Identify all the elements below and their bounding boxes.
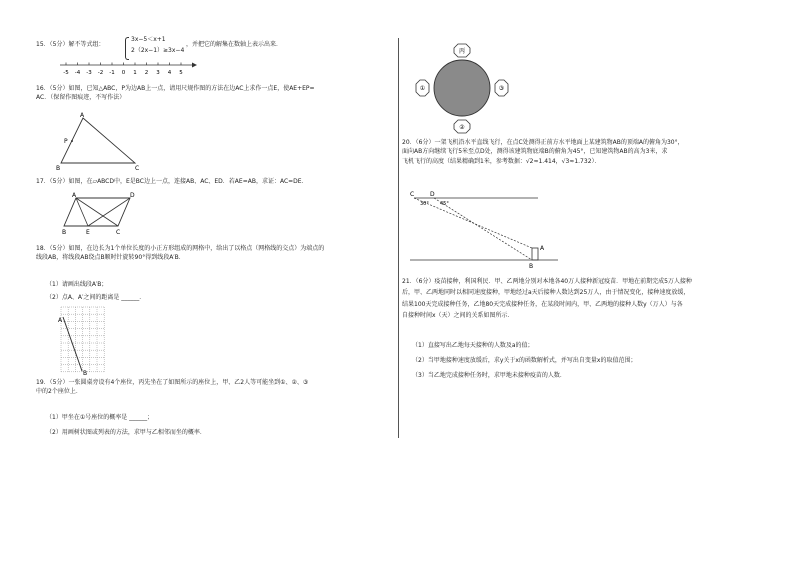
q19-line2: 中的2个座位上． — [36, 388, 82, 396]
label-c: C — [135, 165, 140, 172]
triangle-abc-figure — [55, 110, 150, 172]
number-line-ticks — [63, 63, 183, 77]
label-d: D — [430, 191, 435, 198]
point-p — [71, 140, 73, 142]
q17-line1: 17．（5分）如图，在▱ABCD中，E是BC边上一点，连接AB、AC、ED．若AE=AB，求证：AC=DE． — [36, 178, 308, 185]
label-b: B — [83, 370, 88, 376]
label-e: E — [86, 229, 90, 236]
seat-left — [416, 80, 429, 96]
number-line-tick-label: 4 — [167, 70, 172, 76]
airplane-figure — [408, 188, 568, 270]
number-line-tick-label: -5 — [63, 70, 69, 76]
seat-left-label: ① — [419, 85, 426, 92]
label-d: D — [130, 192, 135, 199]
building-ab — [532, 248, 538, 260]
q19-line1: 19．（5分）一张圆桌旁设有4个座位，丙先坐在了如图所示的座位上，甲、乙2人等可能坐到①、②、③ — [36, 379, 309, 386]
q21-line1: 21．（6分）疫苗接种，利国利民．甲、乙两地分别对本地各40万人接种新冠疫苗．甲地在前期完成5万人接种 — [402, 278, 692, 285]
seat-top — [454, 44, 470, 57]
segment-ab — [63, 317, 82, 371]
label-a: A — [72, 192, 77, 199]
q21-sub1: （1）直接写出乙地每天接种的人数及a的值； — [412, 342, 534, 349]
number-line-tick-label: -1 — [109, 70, 115, 76]
number-line-tick-label: 1 — [133, 70, 137, 76]
q21-line3: 结果100天完成接种任务，乙地80天完成接种任务，在某段时间内，甲、乙两地的接种人数y（万人）与各 — [402, 300, 683, 308]
number-line-tick-label: 0 — [121, 70, 126, 76]
number-line-tick-label: 5 — [179, 70, 183, 76]
number-line-tick-label: -3 — [86, 70, 92, 76]
q18-line2: 线段AB，将线段AB绕点B顺时针旋转90°得到线段A′B． — [36, 254, 185, 262]
q21-line2: 后，甲、乙两地同时以相同速度接种，甲地经过a天后接种人数达到25万人，由于情况变化，接种速度放缓， — [402, 289, 690, 297]
q19-sub2: （2）用画树状图或列表的方法，求甲与乙相邻而坐的概率． — [46, 429, 206, 436]
q16-line2: AC．（保留作图痕迹，不写作法） — [36, 94, 126, 102]
grid-lines — [61, 307, 104, 372]
q21-sub3: （3）当乙地完成接种任务时，求甲地未接种疫苗的人数． — [412, 372, 566, 379]
question-15 — [36, 40, 104, 49]
q20-line3: 飞机飞行的高度（结果精确到1米，参考数据：√2≈1.414，√3≈1.732）． — [402, 157, 601, 165]
q20-line1: 20．（6分）一架飞机沿水平直线飞行，在点C处测得正前方水平地面上某建筑物AB的顶端A的俯角为30°， — [402, 139, 684, 146]
label-a: A — [80, 112, 85, 119]
q15-tail: ，并把它的解集在数轴上表示出来． — [186, 41, 283, 48]
label-a: A — [540, 245, 545, 252]
question-18 — [36, 244, 324, 263]
grid-figure — [55, 304, 107, 376]
label-30: 30° — [420, 201, 429, 207]
seat-bottom-label: ② — [459, 124, 465, 131]
q18-sub2: （2）点A、A′之间的距离是 ______． — [46, 294, 146, 301]
arrow-right-icon — [192, 63, 197, 68]
number-line-tick-label: 3 — [156, 70, 160, 76]
seat-right — [495, 80, 508, 96]
q15-ineq1: 3x−5＜x+1 — [131, 36, 166, 43]
label-b: B — [529, 263, 534, 270]
q15-stem: 15．（5分）解不等式组： — [36, 41, 105, 48]
q21-sub2: （2）当甲地接种速度放缓后，求y关于x的函数解析式，并写出自变量x的取值范围； — [412, 357, 637, 364]
number-line-tick-label: -4 — [74, 70, 81, 76]
seat-right-label: ③ — [498, 85, 505, 92]
q16-line1: 16．（5分）如图，已知△ABC，P为边AB上一点，请用尺规作图的方法在边AC上求作一点E，使AE+EP= — [36, 85, 315, 92]
label-b: B — [56, 165, 61, 172]
q15-ineq2: 2（2x−1）≥3x−4 — [131, 47, 185, 54]
label-a: A — [58, 317, 63, 324]
parallelogram-figure — [62, 191, 142, 237]
q20-line2: 面向AB方向继续飞行5米至点D处，测得该建筑物底端B的俯角为45°，已知建筑物AB的高为3米，求 — [402, 148, 668, 156]
column-divider — [398, 38, 399, 438]
number-line-tick-label: -2 — [97, 70, 104, 76]
question-16 — [36, 84, 315, 103]
label-45: 45° — [440, 201, 449, 207]
number-line — [58, 57, 198, 79]
round-table-figure — [412, 40, 512, 137]
question-19 — [36, 378, 308, 397]
label-c: C — [410, 191, 415, 198]
sight-line-db — [434, 198, 532, 260]
number-line-tick-label: 2 — [144, 70, 149, 76]
label-p: P — [64, 138, 68, 145]
q19-sub1: （1）甲坐在①号座位的概率是 ______； — [46, 414, 154, 421]
q21-line4: 自接种时间x（天）之间的关系如图所示． — [402, 312, 514, 320]
label-b: B — [62, 229, 67, 236]
seat-top-label: 丙 — [458, 48, 466, 55]
q18-line1: 18．（5分）如图，在边长为1个单位长度的小正方形组成的网格中，给出了以格点（网格线的交点）为端点的 — [36, 245, 325, 252]
label-c: C — [116, 229, 121, 236]
question-20 — [402, 138, 684, 166]
seat-bottom — [454, 120, 470, 133]
question-17 — [36, 177, 308, 186]
question-21 — [402, 276, 692, 322]
q18-sub1: （1）请画出线段A′B； — [46, 281, 108, 288]
round-table — [434, 60, 490, 116]
